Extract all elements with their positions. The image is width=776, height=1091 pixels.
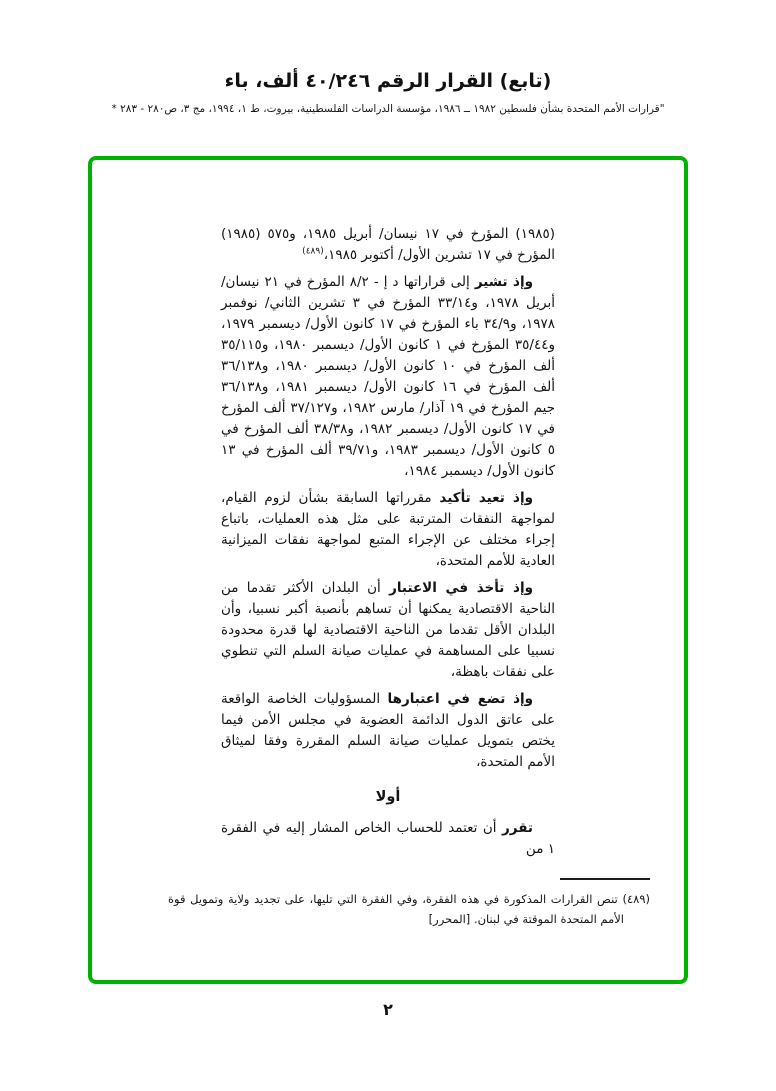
paragraph (221, 578, 555, 683)
footnote-ref-marker: (٤٨٩) (302, 246, 324, 257)
paragraph-lead: تقرر (502, 820, 533, 836)
document-title: (تابع) القرار الرقم ٤٠/٢٤٦ ألف، باء (224, 70, 552, 92)
paragraph-lead: وإذ تأخذ في الاعتبار (389, 580, 533, 596)
page-number: ٢ (383, 1000, 393, 1019)
paragraph (221, 818, 555, 860)
page-header (0, 70, 776, 115)
document-frame (88, 156, 688, 984)
paragraph-text: (١٩٨٥) المؤرخ في ١٧ نيسان/ أبريل ١٩٨٥، و٥٧٥ (١٩٨٥) المؤرخ في ١٧ تشرين الأول/ أكتوبر ١٩٨٥، (221, 226, 555, 263)
footnote-body: تنص القرارات المذكورة في هذه الفقرة، وفي الفقرة التي تليها، على تجديد ولاية وتمويل قوة الأمم المتحدة الموقتة في لبنان. [المحرر] (168, 892, 624, 926)
paragraph-lead: وإذ تشير (474, 274, 533, 290)
paragraph-text: أن تعتمد للحساب الخاص المشار إليه في الفقرة ١ من (221, 820, 555, 857)
paragraph-text: مقرراتها السابقة بشأن لزوم القيام، لمواجهة النفقات المترتبة على مثل هذه العمليات، باتباع إجراء مختلف عن الإجراء المتبع لمواجهة نفقات الميزانية العادية للأمم المتحدة، (221, 490, 555, 569)
section-heading: أولا (375, 789, 401, 805)
paragraph-text: المسؤوليات الخاصة الواقعة على عاتق الدول الدائمة العضوية في مجلس الأمن فيما يختص بتمويل عمليات صيانة السلم المقررة وفقا لميثاق الأمم المتحدة، (221, 691, 555, 770)
paragraph (221, 272, 555, 482)
paragraph (221, 488, 555, 572)
footnote (168, 878, 650, 929)
paragraph-text: أن البلدان الأكثر تقدما من الناحية الاقتصادية يمكنها أن تساهم بأنصبة أكبر نسبيا، وأن البلدان الأقل تقدما من الناحية الاقتصادية لها قدرة محدودة نسبيا على المساهمة في عمليات صيانة السلم التي تنطوي على نفقات باهظة، (221, 580, 555, 680)
paragraph-lead: وإذ تعيد تأكيد (439, 490, 533, 506)
paragraph-text: إلى قراراتها د إ - ٨/٢ المؤرخ في ٢١ نيسان/ أبريل ١٩٧٨، و٣٣/١٤ المؤرخ في ٣ تشرين الثاني/ نوفمبر ١٩٧٨، و٣٤/٩ باء المؤرخ في ١٧ كانون الأول/ ديسمبر ١٩٧٩، و٣٥/٤٤ المؤرخ في ١ كانون الأول/ ديسمبر ١٩٨٠، و٣٥/١١٥ ألف المؤرخ في ١٠ كانون الأول/ ديسمبر ١٩٨٠، و٣٦/١٣٨ ألف المؤرخ في ١٦ كانون الأول/ ديسمبر ١٩٨١، و٣٦/١٣٨ جيم المؤرخ في ١٩ آذار/ مارس ١٩٨٢، و٣٧/١٢٧ ألف المؤرخ في ١٧ كانون الأول/ ديسمبر ١٩٨٢، و٣٨/٣٨ ألف المؤرخ في ٥ كانون الأول/ ديسمبر ١٩٨٣، و٣٩/٧١ ألف المؤرخ في ١٣ كانون الأول/ ديسمبر ١٩٨٤، (221, 274, 556, 479)
source-citation: "قرارات الأمم المتحدة بشأن فلسطين ١٩٨٢ ــ ١٩٨٦، مؤسسة الدراسات الفلسطينية، بيروت، ط ١، ١٩٩٤، مج ٣، ص٢٨٠ - ٢٨٣ * (111, 103, 665, 115)
footnote-text (168, 889, 650, 929)
paragraph-lead: وإذ تضع في اعتبارها (387, 691, 534, 707)
paragraph (221, 689, 555, 773)
paragraph (221, 224, 555, 266)
document-body (221, 224, 555, 860)
footnote-divider (560, 878, 650, 880)
footnote-number: (٤٨٩) (622, 892, 651, 906)
